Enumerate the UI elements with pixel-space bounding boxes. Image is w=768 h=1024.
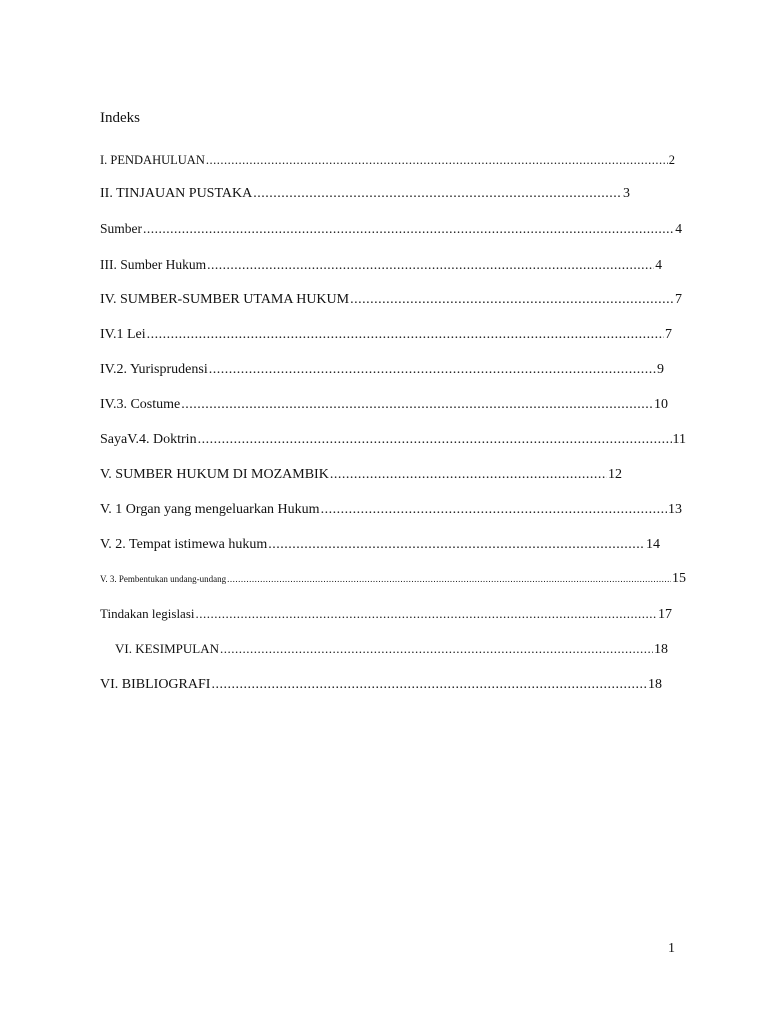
toc-entry (100, 536, 660, 554)
toc-dot-leader (253, 185, 622, 203)
toc-entry-page: 17 (658, 607, 672, 622)
toc-dot-leader (330, 466, 607, 484)
toc-entry-label: II. TINJAUAN PUSTAKA (100, 186, 253, 201)
index-heading: Indeks (100, 110, 140, 126)
toc-entry-page: 7 (675, 292, 682, 307)
toc-entry-label: IV. SUMBER-SUMBER UTAMA HUKUM (100, 292, 350, 307)
toc-dot-leader (143, 220, 674, 238)
toc-entry-page: 3 (623, 186, 630, 201)
toc-entry (100, 361, 664, 379)
toc-entry-page: 18 (654, 642, 668, 657)
toc-dot-leader (350, 291, 674, 309)
toc-entry-label: V. 2. Tempat istimewa hukum (100, 537, 268, 552)
toc-dot-leader (268, 536, 645, 554)
toc-entry (100, 501, 682, 519)
toc-entry-label: IV.2. Yurisprudensi (100, 362, 208, 377)
toc-dot-leader (181, 396, 653, 414)
toc-entry (100, 151, 675, 169)
toc-entry-page: 13 (668, 502, 682, 517)
toc-entry-page: 10 (654, 397, 668, 412)
toc-entry (100, 570, 686, 588)
toc-entry (115, 640, 668, 658)
toc-entry-label: V. 1 Organ yang mengeluarkan Hukum (100, 502, 320, 517)
toc-entry (100, 326, 672, 344)
toc-dot-leader (207, 256, 654, 274)
toc-entry (100, 220, 682, 238)
toc-entry-label: Sumber (100, 221, 142, 236)
toc-entry-page: 9 (657, 362, 664, 377)
toc-entry-page: 2 (668, 153, 675, 167)
toc-entry-label: V. 3. Pembentukan undang-undang (100, 574, 227, 584)
toc-entry-page: 12 (608, 467, 622, 482)
toc-dot-leader (220, 640, 653, 658)
toc-dot-leader (196, 605, 658, 623)
toc-dot-leader (206, 151, 668, 169)
toc-entry-label: V. SUMBER HUKUM DI MOZAMBIK (100, 467, 329, 482)
page-number: 1 (668, 941, 675, 956)
toc-entry-label: VI. BIBLIOGRAFI (100, 677, 211, 692)
toc-entry (100, 676, 662, 694)
toc-entry-page: 18 (648, 677, 662, 692)
toc-entry-page: 14 (646, 537, 660, 552)
toc-entry-label: III. Sumber Hukum (100, 257, 207, 272)
toc-entry-label: SayaV.4. Doktrin (100, 432, 197, 447)
toc-entry (100, 466, 622, 484)
toc-entry (100, 256, 662, 274)
toc-entry-label: VI. KESIMPULAN (115, 641, 219, 656)
toc-entry-page: 15 (672, 571, 686, 586)
toc-entry-label: IV.1 Lei (100, 327, 146, 342)
toc-entry (100, 291, 682, 309)
toc-entry-page: 4 (675, 221, 682, 236)
toc-dot-leader (209, 361, 656, 379)
toc-entry (100, 396, 668, 414)
toc-entry (100, 185, 630, 203)
toc-dot-leader (211, 676, 647, 694)
toc-dot-leader (147, 326, 664, 344)
toc-entry-page: 11 (672, 432, 686, 447)
toc-entry-label: IV.3. Costume (100, 397, 181, 412)
toc-entry-page: 4 (655, 257, 662, 272)
toc-entry-label: I. PENDAHULUAN (100, 153, 205, 167)
toc-entry-page: 7 (665, 327, 672, 342)
toc-entry (100, 605, 672, 623)
toc-dot-leader (198, 431, 672, 449)
toc-dot-leader (321, 501, 667, 519)
toc-dot-leader (227, 570, 671, 588)
toc-entry-label: Tindakan legislasi (100, 606, 195, 621)
toc-entry (100, 431, 686, 449)
